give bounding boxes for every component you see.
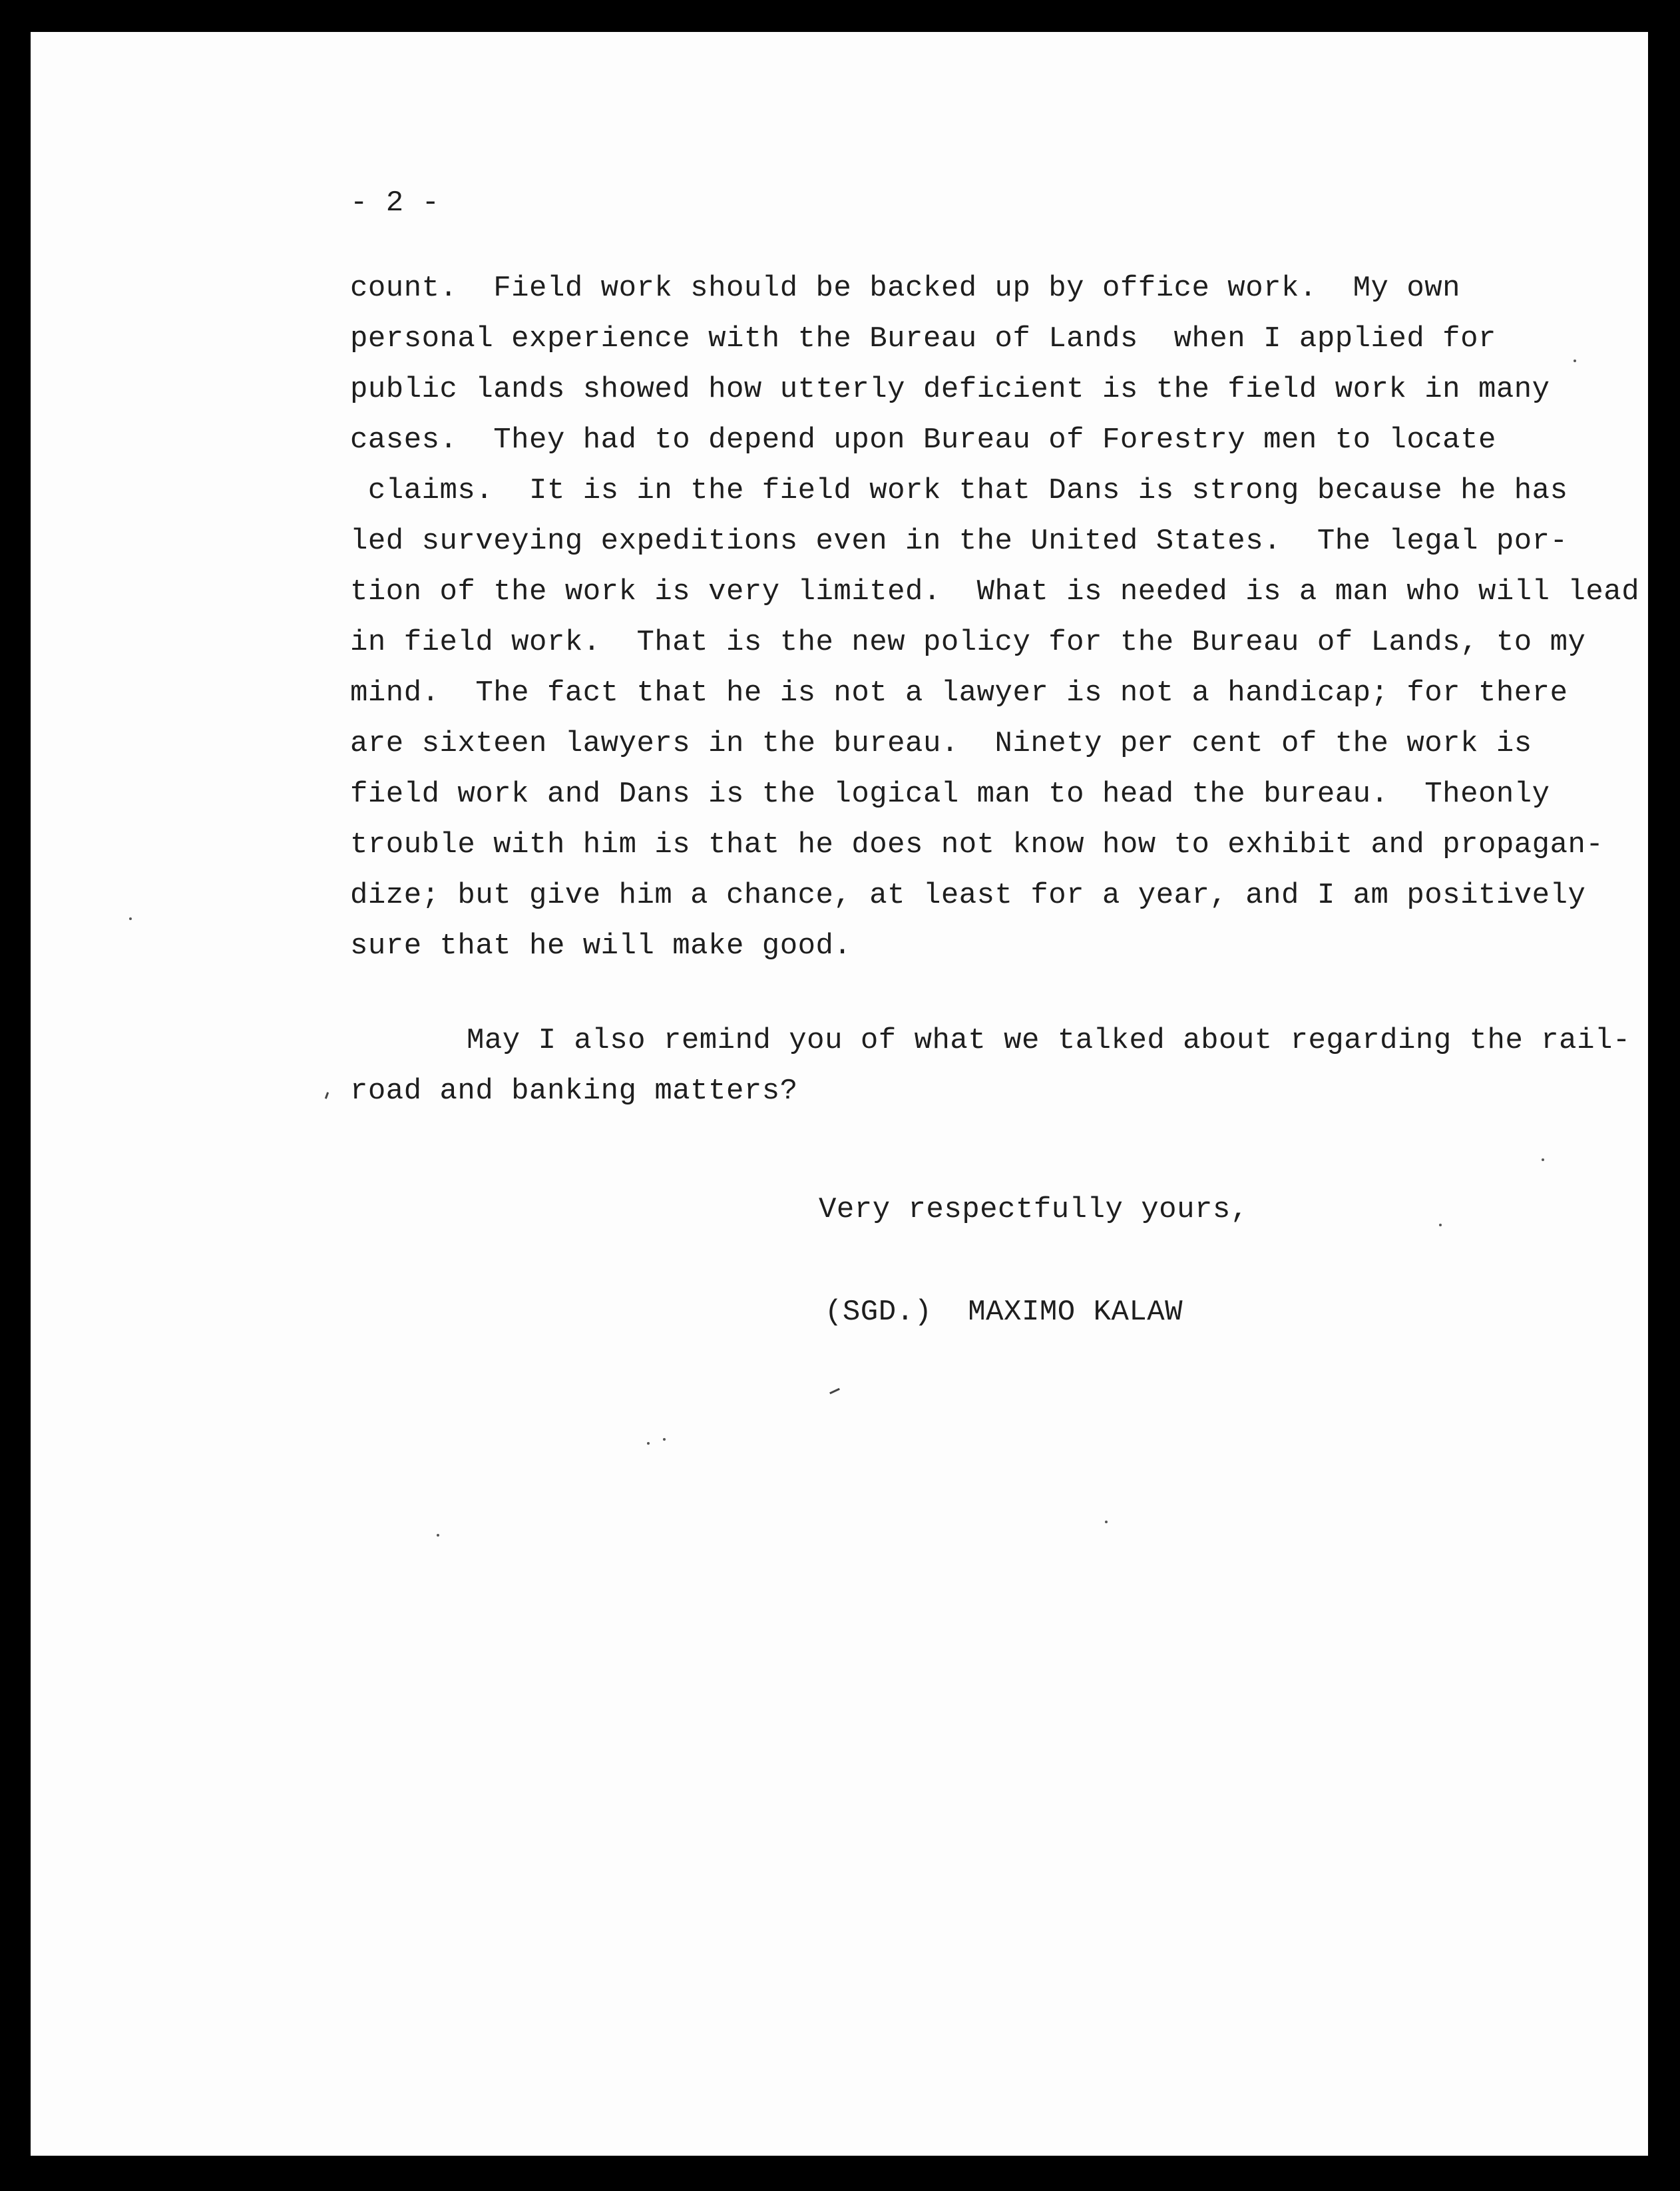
letter-paper [31,32,1648,2156]
paragraph-2-line: May I also remind you of what we talked about regarding the rail- [467,1024,1631,1057]
scan-speck [1105,1521,1108,1523]
paragraph-1-line: dize; but give him a chance, at least for a year, and I am positively [350,879,1586,912]
scan-speck [129,917,132,920]
paragraph-1-line: public lands showed how utterly deficient is the field work in many [350,373,1550,406]
page-number: - 2 - [350,186,440,220]
scan-speck [1542,1158,1544,1161]
paragraph-1-line: mind. The fact that he is not a lawyer is not a handicap; for there [350,676,1568,710]
paragraph-1-line: field work and Dans is the logical man to head the bureau. Theonly [350,778,1550,811]
paragraph-2-line: road and banking matters? [350,1075,798,1108]
scan-speck [1574,360,1576,362]
scan-mark [325,1092,329,1098]
paragraph-1-line: claims. It is in the field work that Dans is strong because he has [350,474,1568,507]
complimentary-close: Very respectfully yours, [819,1193,1249,1226]
paragraph-1-line: in field work. That is the new policy for the Bureau of Lands, to my [350,626,1586,659]
paragraph-1-line: sure that he will make good. [350,929,852,963]
signature-line: (SGD.) MAXIMO KALAW [825,1296,1183,1329]
scan-speck [437,1534,439,1537]
paragraph-1-line: personal experience with the Bureau of Lands when I applied for [350,322,1496,356]
paragraph-1-line: cases. They had to depend upon Bureau of Forestry men to locate [350,423,1496,457]
scan-speck [663,1438,666,1441]
scan-speck [647,1442,650,1445]
scan-speck [1439,1224,1442,1226]
scan-mark [829,1388,840,1394]
paragraph-1-line: led surveying expeditions even in the United States. The legal por- [350,525,1568,558]
paragraph-1-line: count. Field work should be backed up by office work. My own [350,272,1461,305]
paragraph-1-line: trouble with him is that he does not know how to exhibit and propagan- [350,828,1604,861]
paragraph-1-line: are sixteen lawyers in the bureau. Ninety per cent of the work is [350,727,1532,760]
paragraph-1-line: tion of the work is very limited. What is needed is a man who will lead [350,575,1640,609]
